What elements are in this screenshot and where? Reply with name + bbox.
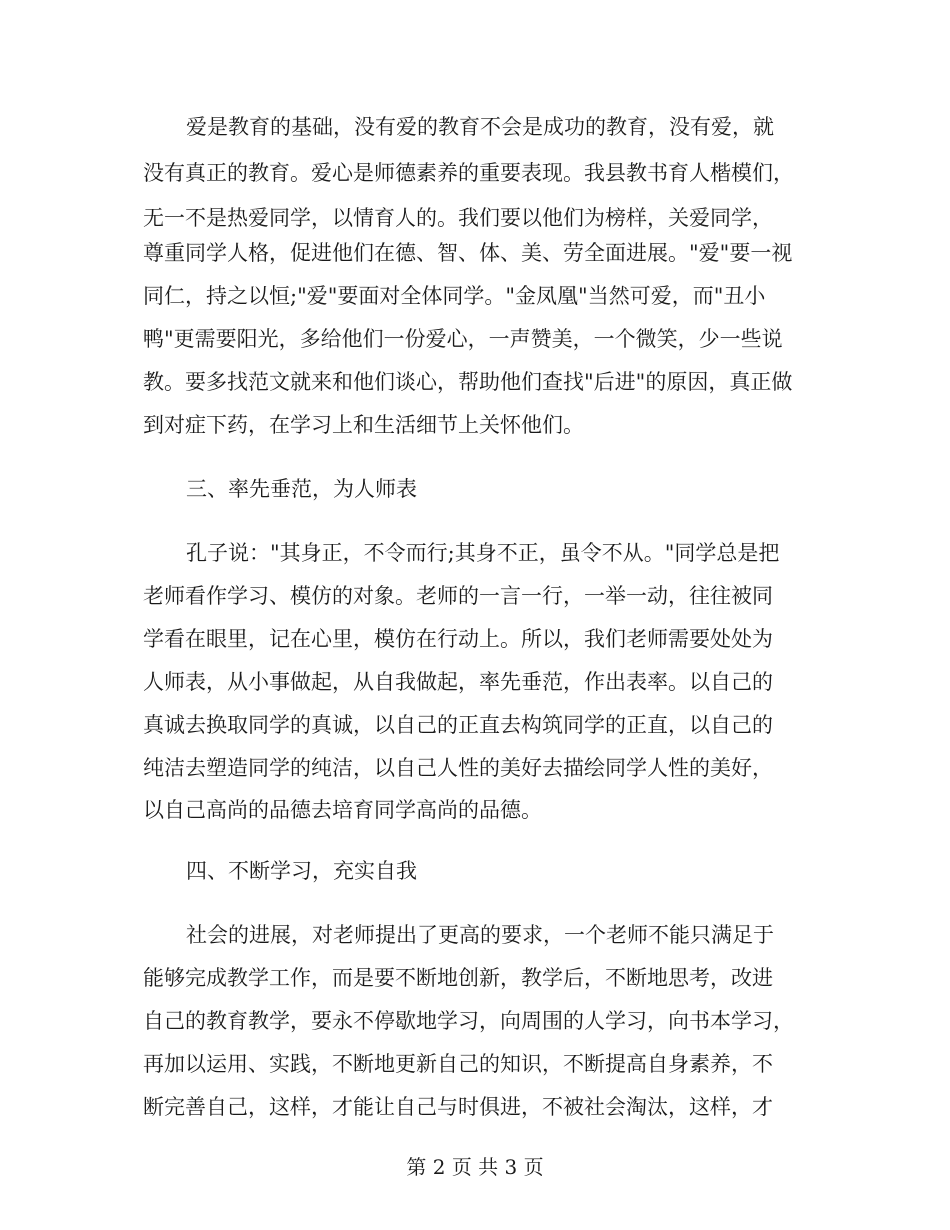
paragraph-2-line-7: 以自己高尚的品德去培育同学高尚的品德。: [143, 798, 542, 822]
paragraph-1-line-5: 同仁，持之以恒;"爱"要面对全体同学。"金凤凰"当然可爱，而"丑小: [143, 284, 766, 308]
paragraph-2-line-3: 学看在眼里，记在心里，模仿在行动上。所以，我们老师需要处处为: [143, 627, 773, 651]
section-heading-4: 四、不断学习，充实自我: [186, 859, 417, 883]
paragraph-2-line-2: 老师看作学习、模仿的对象。老师的一言一行，一举一动，往往被同: [143, 584, 773, 608]
paragraph-3-line-5: 断完善自己，这样，才能让自己与时俱进，不被社会淘汰，这样，才: [143, 1095, 773, 1119]
paragraph-3-line-2: 能够完成教学工作，而是要不断地创新，教学后，不断地思考，改进: [143, 966, 773, 990]
section-heading-3: 三、率先垂范，为人师表: [186, 477, 417, 501]
paragraph-1-line-4: 尊重同学人格，促进他们在德、智、体、美、劳全面进展。"爱"要一视: [143, 241, 793, 265]
paragraph-1-line-7: 教。要多找范文就来和他们谈心，帮助他们查找"后进"的原因，真正做: [143, 370, 793, 394]
page-number-footer: 第 2 页 共 3 页: [406, 1155, 544, 1179]
paragraph-1-line-2: 没有真正的教育。爱心是师德素养的重要表现。我县教书育人楷模们，: [143, 161, 794, 185]
paragraph-2-line-1: 孔子说："其身正，不令而行;其身不正，虽令不从。"同学总是把: [186, 541, 780, 565]
paragraph-1-line-1: 爱是教育的基础，没有爱的教育不会是成功的教育，没有爱，就: [186, 115, 774, 139]
paragraph-3-line-1: 社会的进展，对老师提出了更高的要求，一个老师不能只满足于: [186, 923, 774, 947]
paragraph-1-line-6: 鸭"更需要阳光，多给他们一份爱心，一声赞美，一个微笑，少一些说: [143, 327, 783, 351]
paragraph-3-line-3: 自己的教育教学，要永不停歇地学习，向周围的人学习，向书本学习，: [143, 1009, 794, 1033]
paragraph-2-line-4: 人师表，从小事做起，从自我做起，率先垂范，作出表率。以自己的: [143, 670, 773, 694]
paragraph-3-line-4: 再加以运用、实践，不断地更新自己的知识，不断提高自身素养，不: [143, 1052, 773, 1076]
paragraph-2-line-6: 纯洁去塑造同学的纯洁，以自己人性的美好去描绘同学人性的美好，: [143, 756, 773, 780]
paragraph-1-line-3: 无一不是热爱同学，以情育人的。我们要以他们为榜样，关爱同学，: [143, 206, 773, 230]
paragraph-1-line-8: 到对症下药，在学习上和生活细节上关怀他们。: [143, 413, 584, 437]
paragraph-2-line-5: 真诚去换取同学的真诚，以自己的正直去构筑同学的正直，以自己的: [143, 713, 773, 737]
